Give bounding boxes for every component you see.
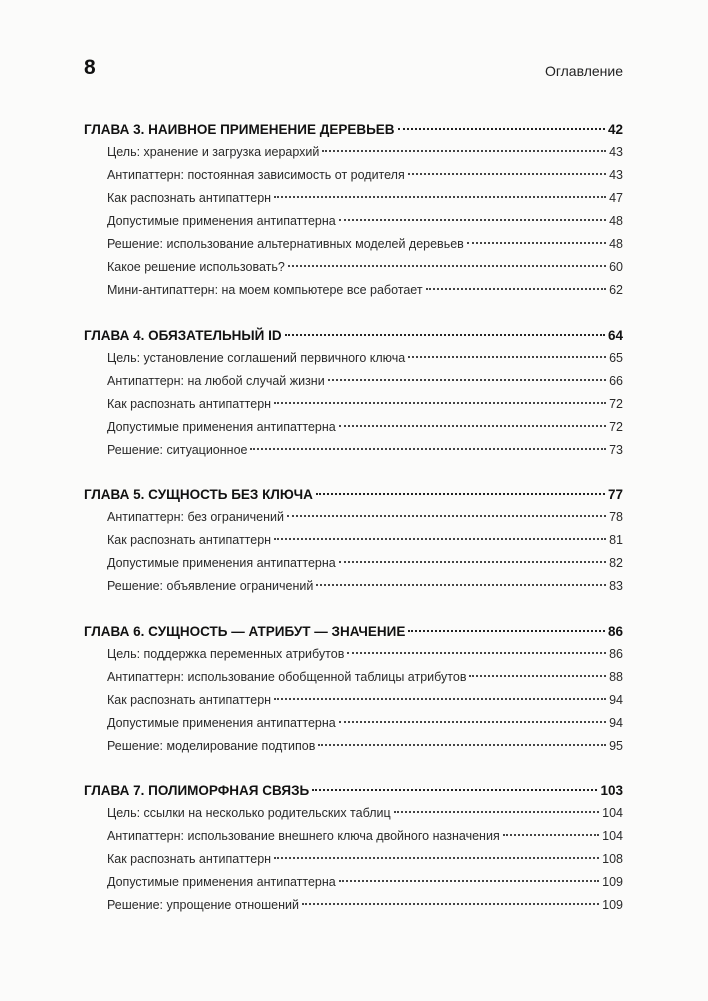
section-page-number: 88 [609, 669, 623, 684]
toc-section-entry [84, 393, 623, 416]
chapter-title: ГЛАВА 4. ОБЯЗАТЕЛЬНЫЙ ID [84, 327, 282, 343]
toc-section-entry [84, 848, 623, 871]
chapter-title: ГЛАВА 3. НАИВНОЕ ПРИМЕНЕНИЕ ДЕРЕВЬЕВ [84, 122, 395, 137]
section-page-number: 73 [609, 442, 623, 457]
section-page-number: 48 [609, 214, 623, 228]
section-title: Как распознать антипаттерн [107, 191, 272, 205]
section-page-number: 104 [602, 806, 623, 820]
dot-leader [274, 196, 606, 198]
dot-leader [408, 173, 606, 175]
chapter-page-number: 77 [607, 487, 623, 502]
section-page-number: 48 [609, 237, 623, 251]
toc-section-entry [84, 712, 623, 735]
dot-leader [398, 128, 605, 130]
section-page-number: 94 [609, 715, 623, 730]
chapter-page-number: 86 [607, 623, 623, 639]
dot-leader [467, 242, 606, 244]
dot-leader [302, 903, 599, 905]
section-page-number: 62 [609, 283, 623, 297]
chapter-title: ГЛАВА 7. ПОЛИМОРФНАЯ СВЯЗЬ [84, 783, 310, 798]
running-head: Оглавление [544, 63, 623, 79]
section-page-number: 47 [609, 191, 623, 205]
section-page-number: 81 [609, 533, 623, 547]
section-title: Цель: ссылки на несколько родительских таблиц [107, 806, 391, 820]
dot-leader [287, 515, 606, 517]
dot-leader [339, 880, 599, 882]
toc-section-entry [84, 141, 623, 164]
chapter-title: ГЛАВА 6. СУЩНОСТЬ — АТРИБУТ — ЗНАЧЕНИЕ [84, 623, 406, 639]
toc-section-entry [84, 506, 623, 529]
section-title: Допустимые применения антипаттерна [107, 715, 336, 730]
page-number: 8 [84, 56, 96, 79]
chapter-page-number: 103 [600, 783, 623, 798]
dot-leader [274, 857, 599, 859]
toc-chapter-entry [84, 483, 623, 506]
section-title: Допустимые применения антипаттерна [107, 214, 336, 228]
section-title: Решение: моделирование подтипов [107, 738, 316, 753]
dot-leader [408, 356, 606, 358]
section-title: Цель: хранение и загрузка иерархий [107, 145, 320, 159]
toc-section-entry [84, 894, 623, 917]
dot-leader [394, 811, 600, 813]
toc-section-entry [84, 802, 623, 825]
dot-leader [274, 402, 606, 404]
table-of-contents [84, 118, 623, 917]
section-title: Антипаттерн: на любой случай жизни [107, 373, 325, 388]
section-page-number: 78 [609, 510, 623, 524]
chapter-page-number: 64 [607, 327, 623, 343]
dot-leader [250, 448, 606, 450]
section-title: Решение: использование альтернативных моделей деревьев [107, 237, 464, 251]
section-title: Допустимые применения антипаттерна [107, 556, 336, 570]
section-title: Как распознать антипаттерн [107, 692, 272, 707]
section-title: Мини-антипаттерн: на моем компьютере все работает [107, 283, 423, 297]
toc-section-entry [84, 643, 623, 666]
dot-leader [347, 652, 606, 654]
toc-section-entry [84, 256, 623, 279]
dot-leader [316, 493, 605, 495]
section-page-number: 94 [609, 692, 623, 707]
chapter-title: ГЛАВА 5. СУЩНОСТЬ БЕЗ КЛЮЧА [84, 487, 313, 502]
section-page-number: 108 [602, 852, 623, 866]
dot-leader [318, 744, 606, 746]
section-title: Решение: упрощение отношений [107, 898, 299, 912]
dot-leader [339, 219, 606, 221]
toc-section-entry [84, 439, 623, 462]
section-title: Допустимые применения антипаттерна [107, 419, 336, 434]
toc-section-entry [84, 529, 623, 552]
toc-chapter-entry [84, 779, 623, 802]
section-page-number: 65 [609, 350, 623, 365]
toc-section-entry [84, 370, 623, 393]
toc-chapter-entry [84, 324, 623, 347]
section-title: Антипаттерн: использование обобщенной таблицы атрибутов [107, 669, 467, 684]
section-title: Как распознать антипаттерн [107, 852, 272, 866]
section-title: Решение: объявление ограничений [107, 579, 314, 593]
toc-section-entry [84, 279, 623, 302]
dot-leader [339, 425, 606, 427]
section-page-number: 60 [609, 260, 623, 274]
section-title: Решение: ситуационное [107, 442, 248, 457]
section-page-number: 83 [609, 579, 623, 593]
section-page-number: 86 [609, 646, 623, 661]
dot-leader [503, 834, 599, 836]
section-title: Какое решение использовать? [107, 260, 285, 274]
dot-leader [426, 288, 607, 290]
section-page-number: 109 [602, 898, 623, 912]
section-page-number: 66 [609, 373, 623, 388]
section-title: Цель: установление соглашений первичного ключа [107, 350, 406, 365]
dot-leader [339, 721, 606, 723]
toc-section-entry [84, 347, 623, 370]
toc-section-entry [84, 210, 623, 233]
dot-leader [322, 150, 606, 152]
section-title: Цель: поддержка переменных атрибутов [107, 646, 345, 661]
section-page-number: 109 [602, 875, 623, 889]
toc-section-entry [84, 871, 623, 894]
dot-leader [274, 538, 606, 540]
toc-section-entry [84, 187, 623, 210]
toc-section-entry [84, 164, 623, 187]
section-page-number: 104 [602, 829, 623, 843]
toc-chapter [84, 118, 623, 302]
section-title: Антипаттерн: постоянная зависимость от родителя [107, 168, 405, 182]
toc-chapter-entry [84, 118, 623, 141]
toc-section-entry [84, 575, 623, 598]
chapter-page-number: 42 [607, 122, 623, 137]
section-title: Как распознать антипаттерн [107, 396, 272, 411]
section-page-number: 72 [609, 396, 623, 411]
section-page-number: 43 [609, 145, 623, 159]
toc-chapter [84, 620, 623, 758]
section-title: Антипаттерн: без ограничений [107, 510, 284, 524]
dot-leader [312, 789, 597, 791]
toc-section-entry [84, 735, 623, 758]
dot-leader [274, 698, 606, 700]
section-page-number: 72 [609, 419, 623, 434]
toc-section-entry [84, 825, 623, 848]
toc-section-entry [84, 666, 623, 689]
toc-section-entry [84, 233, 623, 256]
toc-section-entry [84, 552, 623, 575]
toc-chapter [84, 483, 623, 598]
dot-leader [408, 630, 605, 632]
section-page-number: 95 [609, 738, 623, 753]
dot-leader [316, 584, 606, 586]
toc-chapter-entry [84, 620, 623, 643]
section-page-number: 43 [609, 168, 623, 182]
toc-chapter [84, 324, 623, 462]
dot-leader [288, 265, 606, 267]
section-title: Как распознать антипаттерн [107, 533, 272, 547]
dot-leader [469, 675, 606, 677]
dot-leader [285, 334, 605, 336]
toc-chapter [84, 779, 623, 917]
toc-section-entry [84, 416, 623, 439]
dot-leader [339, 561, 606, 563]
section-title: Допустимые применения антипаттерна [107, 875, 336, 889]
dot-leader [328, 379, 606, 381]
toc-section-entry [84, 689, 623, 712]
section-page-number: 82 [609, 556, 623, 570]
section-title: Антипаттерн: использование внешнего ключа двойного назначения [107, 829, 500, 843]
